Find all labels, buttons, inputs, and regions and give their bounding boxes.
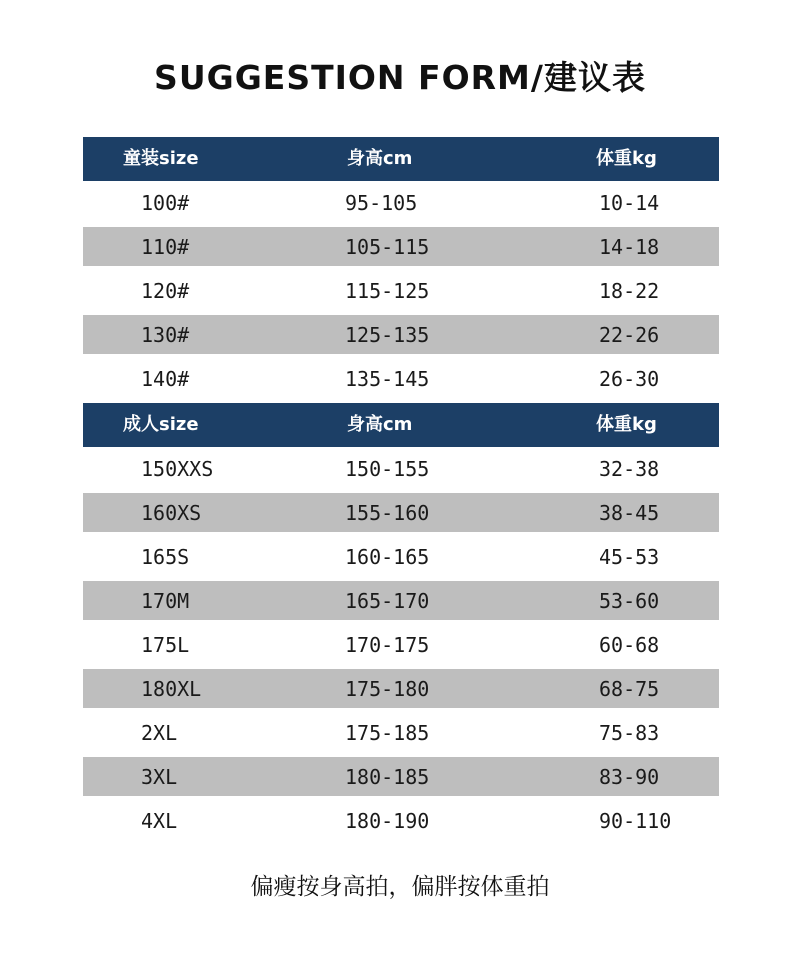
weight-cell: 32-38 xyxy=(599,457,660,481)
size-cell: 165S xyxy=(141,545,190,569)
header-height: 身高cm xyxy=(347,148,413,169)
table-row xyxy=(83,755,719,799)
header-weight: 体重kg xyxy=(596,148,657,169)
table-row xyxy=(83,623,719,667)
kids-table-header xyxy=(83,137,719,181)
adult-size-table xyxy=(83,403,719,843)
table-row xyxy=(83,313,719,357)
adult-table-header xyxy=(83,403,719,447)
table-row xyxy=(83,667,719,711)
size-cell: 120# xyxy=(141,279,190,303)
height-cell: 180-190 xyxy=(345,809,430,833)
size-cell: 130# xyxy=(141,323,190,347)
size-cell: 100# xyxy=(141,191,190,215)
height-cell: 165-170 xyxy=(345,589,430,613)
header-size: 童装size xyxy=(123,148,199,169)
height-cell: 135-145 xyxy=(345,367,430,391)
height-cell: 180-185 xyxy=(345,765,430,789)
weight-cell: 45-53 xyxy=(599,545,660,569)
size-cell: 170M xyxy=(141,589,190,613)
weight-cell: 10-14 xyxy=(599,191,660,215)
kids-size-table xyxy=(83,137,719,401)
table-row xyxy=(83,447,719,491)
height-cell: 160-165 xyxy=(345,545,430,569)
height-cell: 155-160 xyxy=(345,501,430,525)
height-cell: 105-115 xyxy=(345,235,430,259)
weight-cell: 14-18 xyxy=(599,235,660,259)
height-cell: 175-180 xyxy=(345,677,430,701)
table-row xyxy=(83,579,719,623)
weight-cell: 18-22 xyxy=(599,279,660,303)
table-row xyxy=(83,181,719,225)
form-title: SUGGESTION FORM/建议表 xyxy=(154,58,646,97)
table-row xyxy=(83,799,719,843)
size-cell: 2XL xyxy=(141,721,178,745)
table-row xyxy=(83,491,719,535)
weight-cell: 83-90 xyxy=(599,765,660,789)
weight-cell: 22-26 xyxy=(599,323,660,347)
weight-cell: 38-45 xyxy=(599,501,660,525)
header-height: 身高cm xyxy=(347,414,413,435)
size-cell: 160XS xyxy=(141,501,202,525)
weight-cell: 75-83 xyxy=(599,721,660,745)
height-cell: 170-175 xyxy=(345,633,430,657)
size-cell: 110# xyxy=(141,235,190,259)
height-cell: 125-135 xyxy=(345,323,430,347)
weight-cell: 60-68 xyxy=(599,633,660,657)
height-cell: 150-155 xyxy=(345,457,430,481)
weight-cell: 26-30 xyxy=(599,367,660,391)
size-cell: 180XL xyxy=(141,677,202,701)
table-row xyxy=(83,535,719,579)
height-cell: 95-105 xyxy=(345,191,418,215)
header-size: 成人size xyxy=(123,414,199,435)
size-cell: 4XL xyxy=(141,809,178,833)
table-row xyxy=(83,357,719,401)
weight-cell: 68-75 xyxy=(599,677,660,701)
header-weight: 体重kg xyxy=(596,414,657,435)
size-cell: 3XL xyxy=(141,765,178,789)
height-cell: 115-125 xyxy=(345,279,430,303)
size-cell: 175L xyxy=(141,633,190,657)
size-cell: 140# xyxy=(141,367,190,391)
weight-cell: 53-60 xyxy=(599,589,660,613)
table-row xyxy=(83,711,719,755)
fit-note: 偏瘦按身高拍，偏胖按体重拍 xyxy=(250,874,550,900)
weight-cell: 90-110 xyxy=(599,809,672,833)
table-row xyxy=(83,269,719,313)
height-cell: 175-185 xyxy=(345,721,430,745)
table-row xyxy=(83,225,719,269)
size-cell: 150XXS xyxy=(141,457,214,481)
